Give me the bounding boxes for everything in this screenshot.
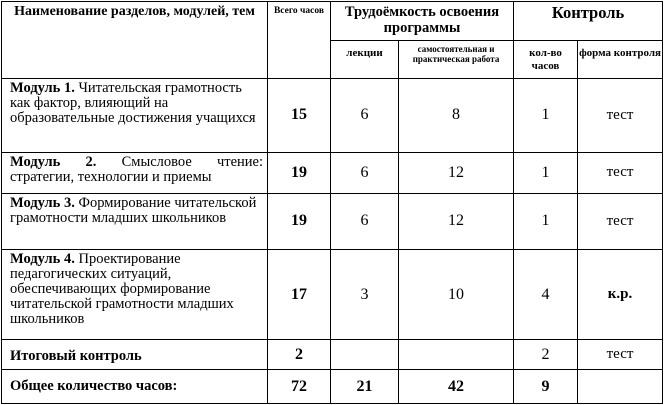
module-4-number: Модуль 4.	[10, 251, 75, 268]
header-lectures: лекции	[331, 40, 399, 78]
final-control-total: 2	[268, 340, 331, 370]
module-3-self-work: 12	[399, 193, 514, 249]
final-control-self-work	[399, 340, 514, 370]
module-3-number: Модуль 3.	[10, 194, 75, 211]
module-2-total: 19	[268, 152, 331, 193]
header-total-hours: Всего часов	[268, 2, 331, 79]
module-2-lectures: 6	[331, 152, 399, 193]
totals-self-work: 42	[399, 370, 514, 404]
module-2-number: Модуль 2.	[10, 153, 97, 170]
module-4-lectures: 3	[331, 250, 399, 340]
header-control-form: форма контроля	[578, 40, 663, 78]
module-1-control-hours: 1	[514, 78, 578, 152]
module-4-self-work: 10	[399, 250, 514, 340]
module-3-control-form: тест	[578, 193, 663, 249]
module-4-total: 17	[268, 250, 331, 340]
header-control-hours: кол-во часов	[514, 40, 578, 78]
module-1-control-form: тест	[578, 78, 663, 152]
table-row	[2, 250, 663, 340]
module-4-control-hours: 4	[514, 250, 578, 340]
module-3-title	[2, 193, 268, 249]
module-1-title	[2, 78, 268, 152]
totals-row	[2, 370, 663, 404]
module-2-control-hours: 1	[514, 152, 578, 193]
header-control: Контроль	[514, 2, 663, 41]
module-3-total: 19	[268, 193, 331, 249]
totals-total: 72	[268, 370, 331, 404]
module-3-lectures: 6	[331, 193, 399, 249]
final-control-hours: 2	[514, 340, 578, 370]
module-1-text: Читательская грамотность как фактор, влияющий на образовательные достижения учащихся	[10, 79, 256, 126]
module-2-control-form: тест	[578, 152, 663, 193]
module-2-self-work: 12	[399, 152, 514, 193]
module-1-self-work: 8	[399, 78, 514, 152]
module-3-text: Формирование читательской грамотности младших школьников	[10, 194, 257, 226]
module-4-title	[2, 250, 268, 340]
totals-control-hours: 9	[514, 370, 578, 404]
table-row	[2, 340, 663, 370]
module-4-control-form: к.р.	[578, 250, 663, 340]
curriculum-table	[1, 1, 663, 404]
module-2-text: Смысловое чтение: стратегии, технологии и приемы	[10, 153, 264, 185]
module-3-control-hours: 1	[514, 193, 578, 249]
final-control-form: тест	[578, 340, 663, 370]
header-self-work: самостоятельная и практическая работа	[399, 40, 514, 78]
module-1-lectures: 6	[331, 78, 399, 152]
final-control-label: Итоговый контроль	[2, 340, 268, 370]
totals-control-form	[578, 370, 663, 404]
table-row	[2, 193, 663, 249]
final-control-lectures	[331, 340, 399, 370]
module-4-text: Проектирование педагогических ситуаций, обеспечивающих формирование читательской грамотности младших школьников	[10, 251, 234, 328]
module-2-title	[2, 152, 268, 193]
module-1-total: 15	[268, 78, 331, 152]
header-sections: Наименование разделов, модулей, тем	[2, 2, 268, 79]
table-row	[2, 152, 663, 193]
header-workload: Трудоёмкость освоения программы	[331, 2, 514, 41]
totals-label: Общее количество часов:	[2, 370, 268, 404]
totals-lectures: 21	[331, 370, 399, 404]
table-row	[2, 78, 663, 152]
module-1-number: Модуль 1.	[10, 79, 75, 96]
